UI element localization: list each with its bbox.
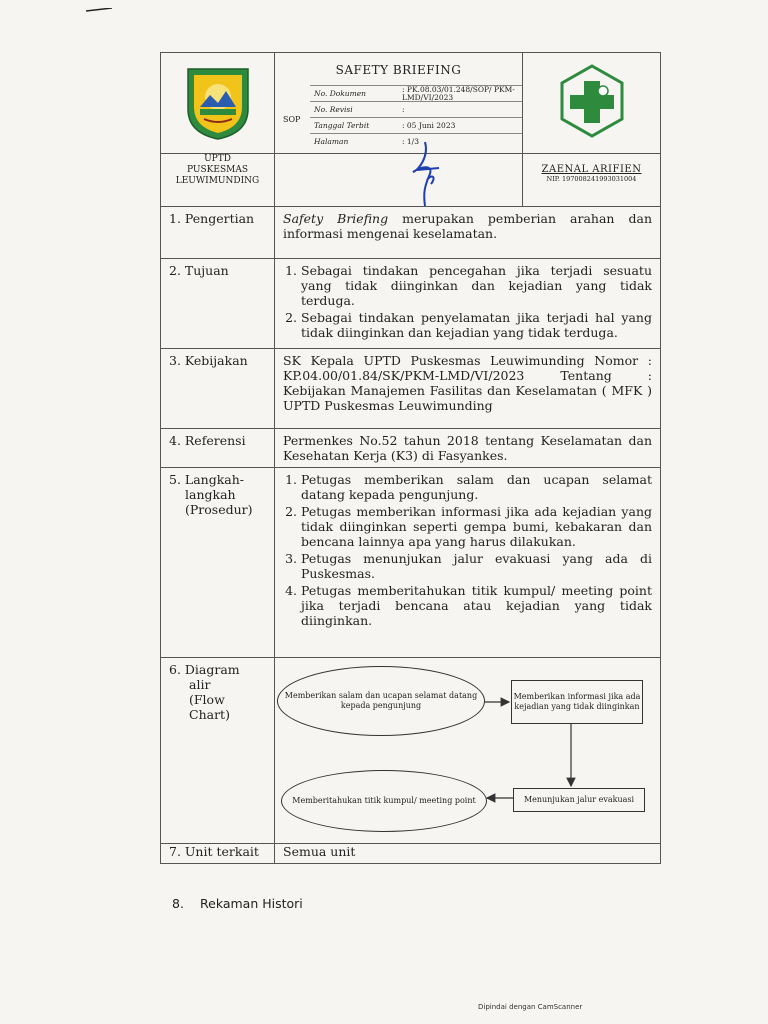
list-item: 1. Petugas memberikan salam dan ucapan selamat datang kepada pengunjung. <box>301 472 652 502</box>
section-label-tujuan: 2. Tujuan <box>161 259 275 349</box>
section-text-pengertian: Safety Briefing merupakan pemberian arahan dan informasi mengenai keselamatan. <box>275 207 661 259</box>
sop-document <box>160 52 660 864</box>
signer-name: ZAENAL ARIFIEN <box>541 164 642 175</box>
section-text-kebijakan: SK Kepala UPTD Puskesmas Leuwimunding Nomor : KP.04.00/01.84/SK/PKM-LMD/VI/2023 Tentang : Kebijakan Manajemen Fasilitas dan Keselamatan ( MFK ) UPTD Puskesmas Leuwimunding <box>275 349 661 429</box>
puskesmas-logo-cell <box>523 53 661 154</box>
list-item: 2. Petugas memberikan informasi jika ada kejadian yang tidak diinginkan seperti gempa bumi, kebakaran dan bencana lainnya apa yang harus dilakukan. <box>301 504 652 549</box>
signature-cell <box>275 154 523 207</box>
rekaman-histori-heading: 8. Rekaman Histori <box>172 896 303 911</box>
document-title: SAFETY BRIEFING <box>335 63 462 77</box>
flow-node-box: Memberikan informasi jika ada kejadian yang tidak diinginkan <box>511 680 643 724</box>
section-text-langkah <box>275 468 661 658</box>
meta-row: Halaman : 1/3 <box>310 133 522 149</box>
section-text-referensi: Permenkes No.52 tahun 2018 tentang Keselamatan dan Kesehatan Kerja (K3) di Fasyankes. <box>275 429 661 468</box>
scan-mark <box>86 8 112 12</box>
list-item: 1. Sebagai tindakan pencegahan jika terjadi sesuatu yang tidak diinginkan dan kejadian yang tidak terduga. <box>301 263 652 308</box>
section-label-referensi: 4. Referensi <box>161 429 275 468</box>
flow-chart <box>275 658 661 844</box>
section-label-pengertian: 1. Pengertian <box>161 207 275 259</box>
meta-row: Tanggal Terbit : 05 Juni 2023 <box>310 117 522 133</box>
section-label-diagram: 6. Diagram alir (Flow Chart) <box>161 658 275 844</box>
list-item: 4. Petugas memberitahukan titik kumpul/ meeting point jika terjadi bencana atau kejadian yang tidak diinginkan. <box>301 583 652 628</box>
signature-scribble <box>395 140 455 210</box>
flow-node-ellipse: Memberikan salam dan ucapan selamat datang kepada pengunjung <box>277 666 485 736</box>
sop-label: SOP <box>283 115 301 124</box>
list-item: 2. Sebagai tindakan penyelamatan jika terjadi hal yang tidak diinginkan dan kejadian yang tidak terduga. <box>301 310 652 340</box>
section-label-kebijakan: 3. Kebijakan <box>161 349 275 429</box>
flow-node-ellipse: Memberitahukan titik kumpul/ meeting point <box>281 770 487 832</box>
signer-cell <box>523 154 661 207</box>
regency-logo-icon <box>182 61 254 141</box>
section-label-langkah: 5. Langkah- langkah (Prosedur) <box>161 468 275 658</box>
puskesmas-logo-icon <box>559 63 625 139</box>
unit-name: UPTD PUSKESMAS LEUWIMUNDING <box>161 154 275 207</box>
regency-logo-cell <box>161 53 275 154</box>
meta-row: No. Revisi : <box>310 101 522 117</box>
section-text-unit-terkait: Semua unit <box>275 844 661 864</box>
section-text-tujuan <box>275 259 661 349</box>
scanner-watermark: Dipindai dengan CamScanner <box>478 1003 583 1011</box>
signer-nip: NIP. 197008241993031004 <box>546 175 637 183</box>
sop-header-cell <box>275 53 523 154</box>
meta-row: No. Dokumen : PK.08.03/01.248/SOP/ PKM-LMD/VI/2023 <box>310 85 522 101</box>
list-item: 3. Petugas menunjukan jalur evakuasi yang ada di Puskesmas. <box>301 551 652 581</box>
flow-node-box: Menunjukan jalur evakuasi <box>513 788 645 812</box>
section-label-unit-terkait: 7. Unit terkait <box>161 844 275 864</box>
